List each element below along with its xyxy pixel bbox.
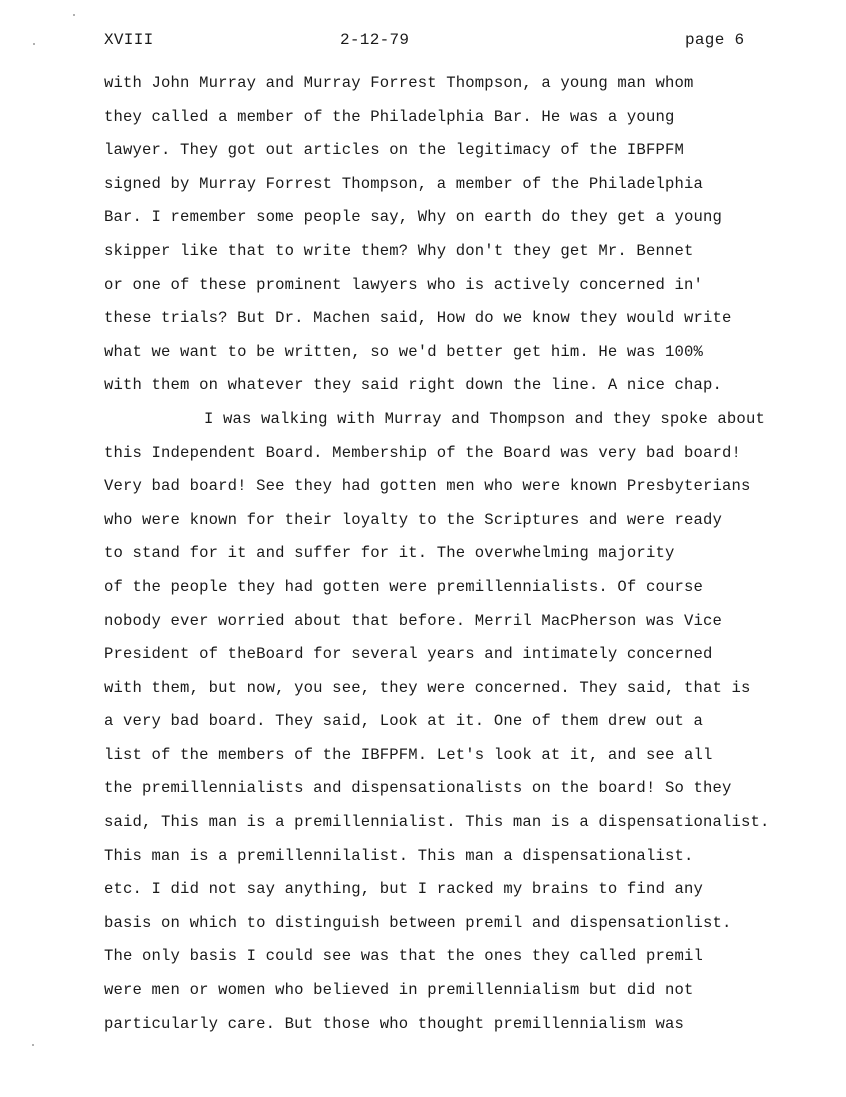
page-date: 2-12-79 [340, 31, 410, 49]
text-line: The only basis I could see was that the ones they called premil [104, 947, 703, 966]
text-line: with them, but now, you see, they were concerned. They said, that is [104, 678, 751, 697]
page-number: page 6 [685, 31, 745, 49]
text-line: with them on whatever they said right down the line. A nice chap. [104, 376, 723, 395]
text-line: list of the members of the IBFPFM. Let's look at it, and see all [104, 745, 713, 764]
text-line: etc. I did not say anything, but I racked my brains to find any [104, 880, 703, 899]
chapter-number: XVIII [104, 31, 154, 49]
text-line: lawyer. They got out articles on the legitimacy of the IBFPFM [104, 141, 684, 160]
text-line: this Independent Board. Membership of the Board was very bad board! [104, 443, 742, 462]
text-line: these trials? But Dr. Machen said, How do we know they would write [104, 309, 732, 328]
text-line: basis on which to distinguish between premil and dispensationlist. [104, 913, 732, 932]
text-line: to stand for it and suffer for it. The overwhelming majority [104, 544, 675, 563]
text-line: President of theBoard for several years and intimately concerned [104, 645, 713, 664]
scan-speck [33, 43, 35, 45]
text-line: nobody ever worried about that before. Merril MacPherson was Vice [104, 611, 723, 630]
text-line: a very bad board. They said, Look at it. One of them drew out a [104, 712, 703, 731]
scan-speck [73, 14, 75, 16]
text-line: with John Murray and Murray Forrest Thompson, a young man whom [104, 74, 694, 92]
scan-speck [32, 1044, 34, 1046]
text-line: who were known for their loyalty to the Scriptures and were ready [104, 510, 723, 529]
text-line: signed by Murray Forrest Thompson, a member of the Philadelphia [104, 174, 703, 193]
text-line: This man is a premillennilalist. This man a dispensationalist. [104, 846, 694, 865]
paragraph-start-line: I was walking with Murray and Thompson and they spoke about [204, 409, 765, 428]
text-line: what we want to be written, so we'd better get him. He was 100% [104, 342, 703, 361]
text-line: particularly care. But those who thought premillennialism was [104, 1014, 684, 1033]
text-line: were men or women who believed in premillennialism but did not [104, 981, 694, 1000]
text-line: Very bad board! See they had gotten men who were known Presbyterians [104, 477, 751, 496]
text-line: or one of these prominent lawyers who is actively concerned in' [104, 275, 703, 294]
text-line: they called a member of the Philadelphia Bar. He was a young [104, 107, 675, 126]
text-line: the premillennialists and dispensationalists on the board! So they [104, 779, 732, 798]
text-line: skipper like that to write them? Why don't they get Mr. Bennet [104, 241, 694, 260]
text-line: of the people they had gotten were premillennialists. Of course [104, 577, 703, 596]
body-text [104, 71, 834, 1045]
text-line: said, This man is a premillennialist. This man is a dispensationalist. [104, 813, 770, 832]
text-line: Bar. I remember some people say, Why on earth do they get a young [104, 208, 723, 227]
